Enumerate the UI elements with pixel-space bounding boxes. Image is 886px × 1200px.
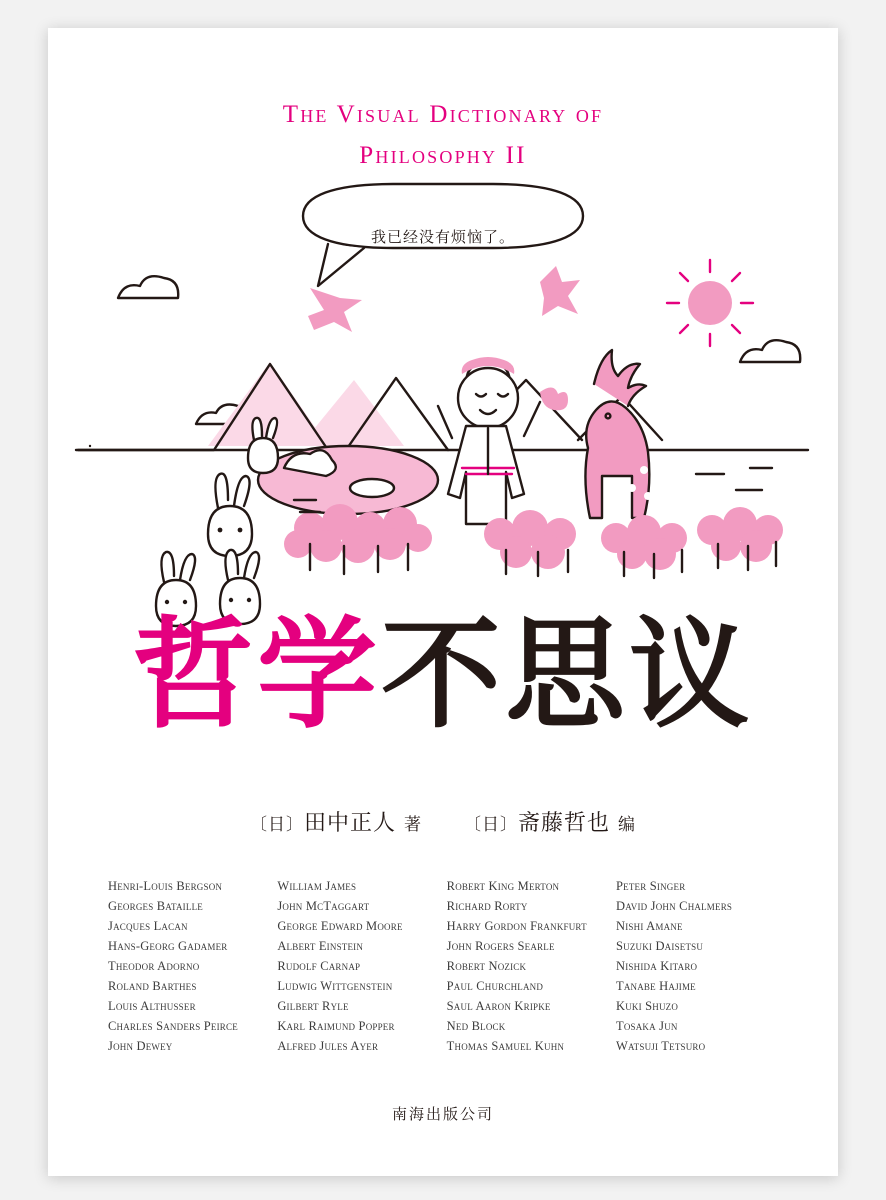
author-line	[48, 806, 838, 837]
list-item: Ludwig Wittgenstein	[277, 979, 393, 993]
name-column-2	[277, 876, 445, 1056]
list-item: John Rogers Searle	[446, 939, 555, 953]
list-item: Paul Churchland	[446, 979, 544, 993]
list-item: Thomas Samuel Kuhn	[446, 1039, 565, 1053]
speech-bubble-text: 我已经没有烦恼了。	[370, 228, 515, 246]
list-item: Nishida Kitaro	[615, 959, 698, 973]
list-item: Richard Rorty	[446, 899, 528, 913]
list-item: Roland Barthes	[108, 979, 197, 993]
english-title	[48, 94, 838, 177]
editor-role: 编	[618, 815, 637, 835]
list-item: Rudolf Carnap	[277, 959, 361, 973]
list-item: David John Chalmers	[615, 899, 733, 913]
list-item: Henri-Louis Bergson	[108, 879, 223, 893]
list-item: Charles Sanders Peirce	[108, 1019, 238, 1033]
list-item: John McTaggart	[277, 899, 370, 913]
name-column-3	[447, 876, 615, 1056]
list-item: Saul Aaron Kripke	[446, 999, 551, 1013]
editor-name: 斋藤哲也	[518, 811, 611, 836]
cover-illustration	[48, 178, 838, 628]
list-item: Alfred Jules Ayer	[277, 1039, 379, 1053]
english-title-line2: Philosophy II	[359, 142, 527, 170]
list-item: Robert Nozick	[446, 959, 527, 973]
sun-shape	[667, 260, 753, 346]
list-item: Hans-Georg Gadamer	[108, 939, 228, 953]
girl-figure	[438, 357, 568, 524]
list-item: Kuki Shuzo	[615, 999, 679, 1013]
pond-shape	[258, 446, 438, 514]
list-item: Jacques Lacan	[108, 919, 188, 933]
list-item: Robert King Merton	[446, 879, 560, 893]
publisher-name: 南海出版公司	[391, 1105, 494, 1123]
editor-mark: 〔日〕	[464, 815, 518, 835]
author-mark: 〔日〕	[249, 815, 304, 835]
list-item: Tosaka Jun	[615, 1019, 678, 1033]
list-item: Suzuki Daisetsu	[615, 939, 704, 953]
list-item: Albert Einstein	[277, 939, 364, 953]
list-item: Karl Raimund Popper	[277, 1019, 395, 1033]
chinese-title-pink: 哲学	[133, 606, 381, 745]
name-column-4	[616, 876, 784, 1056]
list-item: Harry Gordon Frankfurt	[446, 919, 587, 933]
list-item: Watsuji Tetsuro	[615, 1039, 706, 1053]
name-column-1	[108, 876, 276, 1056]
bird-shapes	[308, 266, 580, 332]
chinese-title-dark: 不思议	[381, 606, 753, 745]
list-item: Theodor Adorno	[108, 959, 200, 973]
list-item: Peter Singer	[615, 879, 686, 893]
list-item: Tanabe Hajime	[615, 979, 696, 993]
deer-figure	[585, 350, 652, 518]
list-item: Louis Althusser	[108, 999, 196, 1013]
author-role: 著	[404, 815, 422, 835]
list-item: John Dewey	[108, 1039, 173, 1053]
english-title-line1: The Visual Dictionary of	[282, 101, 604, 128]
book-cover	[48, 28, 838, 1176]
author-name: 田中正人	[303, 811, 396, 836]
list-item: George Edward Moore	[277, 919, 403, 933]
mountain-shapes	[76, 362, 808, 450]
list-item: Gilbert Ryle	[277, 999, 349, 1013]
philosopher-name-list	[108, 876, 784, 1056]
list-item: Nishi Amane	[615, 919, 683, 933]
chinese-title	[48, 606, 838, 745]
list-item: William James	[277, 879, 357, 893]
list-item: Georges Bataille	[108, 899, 203, 913]
list-item: Ned Block	[446, 1019, 506, 1033]
